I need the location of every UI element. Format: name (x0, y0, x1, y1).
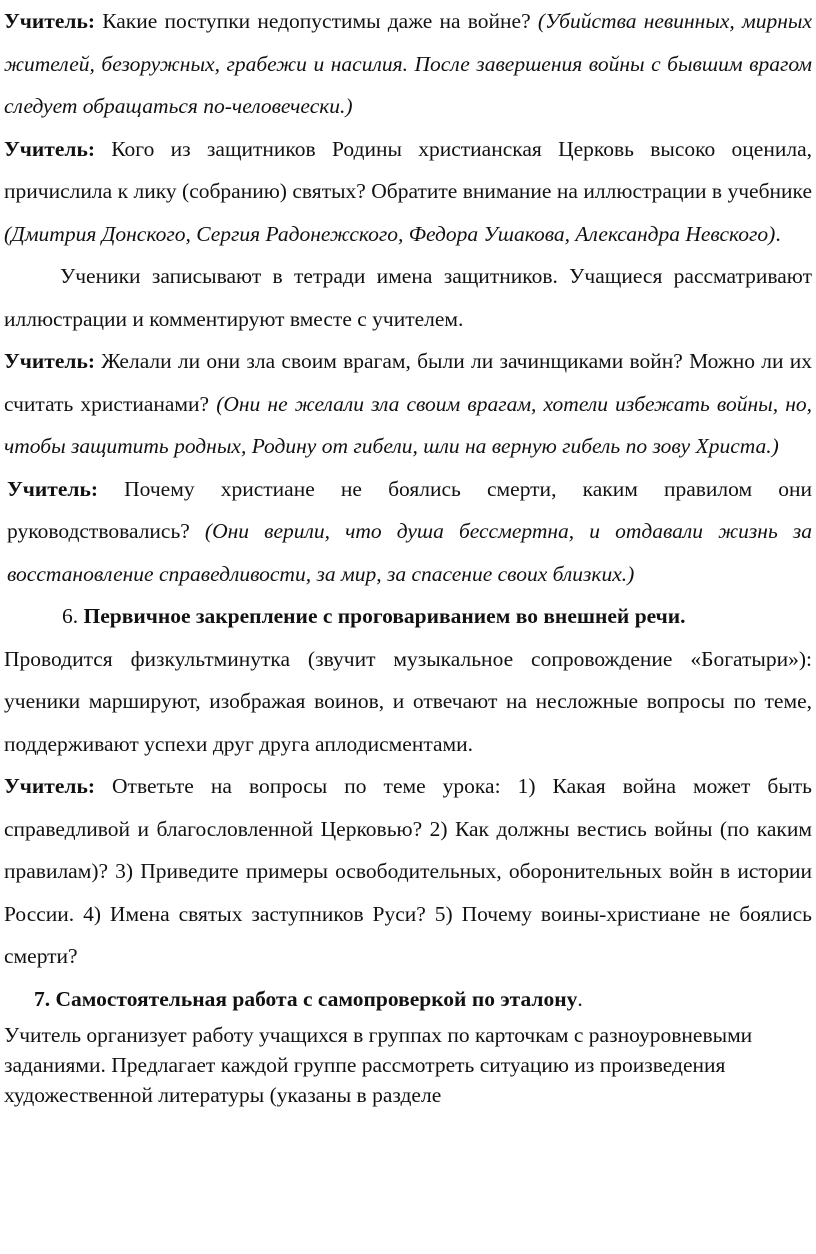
paragraph-group-work (4, 1020, 812, 1110)
question-text: Почему христиане не боялись смерти, каким правилом они руководствовались? (7, 476, 812, 543)
paragraph-teacher-question-3 (4, 340, 812, 468)
paragraph-teacher-question-1 (4, 0, 812, 128)
section-6-heading (4, 595, 812, 638)
paragraph-students-activity (4, 255, 812, 340)
answer-text: (Они верили, что душа бессмертна, и отдавали жизнь за восстановление справедливости, за мир, за спасение своих близких.) (7, 519, 812, 586)
section-number: 6. (62, 604, 84, 628)
punctuation: . (775, 221, 781, 246)
section-7-heading (4, 978, 812, 1021)
questions-text: Ответьте на вопросы по теме урока: 1) Какая война может быть справедливой и благословленной Церковью? 2) Как должны вестись войны (по каким правилам)? 3) Приведите примеры освободительных, оборонительных войн в истории России. 4) Имена святых заступников Руси? 5) Почему воины-христиане не боялись смерти? (4, 774, 812, 968)
speaker-label: Учитель: (4, 136, 95, 161)
document-page (4, 0, 812, 1110)
speaker-label: Учитель: (4, 349, 95, 373)
paragraph-physical-exercise (4, 638, 812, 766)
paragraph-review-questions (4, 765, 812, 978)
question-text: Кого из защитников Родины христианская Церковь высоко оценила, причислила к лику (собранию) святых? Обратите внимание на иллюстрации в учебнике (4, 136, 812, 203)
speaker-label: Учитель: (4, 9, 95, 33)
section-title: 7. Самостоятельная работа с самопроверкой по эталону (34, 986, 578, 1011)
speaker-label: Учитель: (7, 476, 98, 501)
exercise-text: Проводится физкультминутка (звучит музыкальное сопровождение «Богатыри»): ученики маршируют, изображая воинов, и отвечают на несложные вопросы по теме, поддерживают успехи друг друга аплодисментами. (4, 646, 812, 756)
question-text: Желали ли они зла своим врагам, были ли зачинщиками войн? Можно ли их считать христианами? (4, 349, 812, 416)
paragraph-teacher-question-2 (4, 128, 812, 256)
answer-text: (Они не желали зла своим врагам, хотели избежать войны, но, чтобы защитить родных, Родину от гибели, шли на верную гибель по зову Христа.) (4, 391, 812, 458)
speaker-label: Учитель: (4, 774, 95, 798)
paragraph-teacher-question-4 (4, 468, 812, 596)
question-text: Какие поступки недопустимы даже на войне? (95, 9, 538, 33)
punctuation: . (577, 986, 583, 1011)
answer-text: (Дмитрия Донского, Сергия Радонежского, Федора Ушакова, Александра Невского) (4, 221, 776, 246)
section-title: Первичное закрепление с проговариванием во внешней речи. (83, 604, 686, 628)
group-work-text: Учитель организует работу учащихся в группах по карточкам с разноуровневыми заданиями. Предлагает каждой группе рассмотреть ситуацию из произведения художественной литературы (указаны в разделе (4, 1023, 753, 1107)
activity-text: Ученики записывают в тетради имена защитников. Учащиеся рассматривают иллюстрации и комментируют вместе с учителем. (4, 264, 812, 331)
answer-text: (Убийства невинных, мирных жителей, безоружных, грабежи и насилия. После завершения войны с бывшим врагом следует обращаться по-человечески.) (4, 9, 812, 118)
